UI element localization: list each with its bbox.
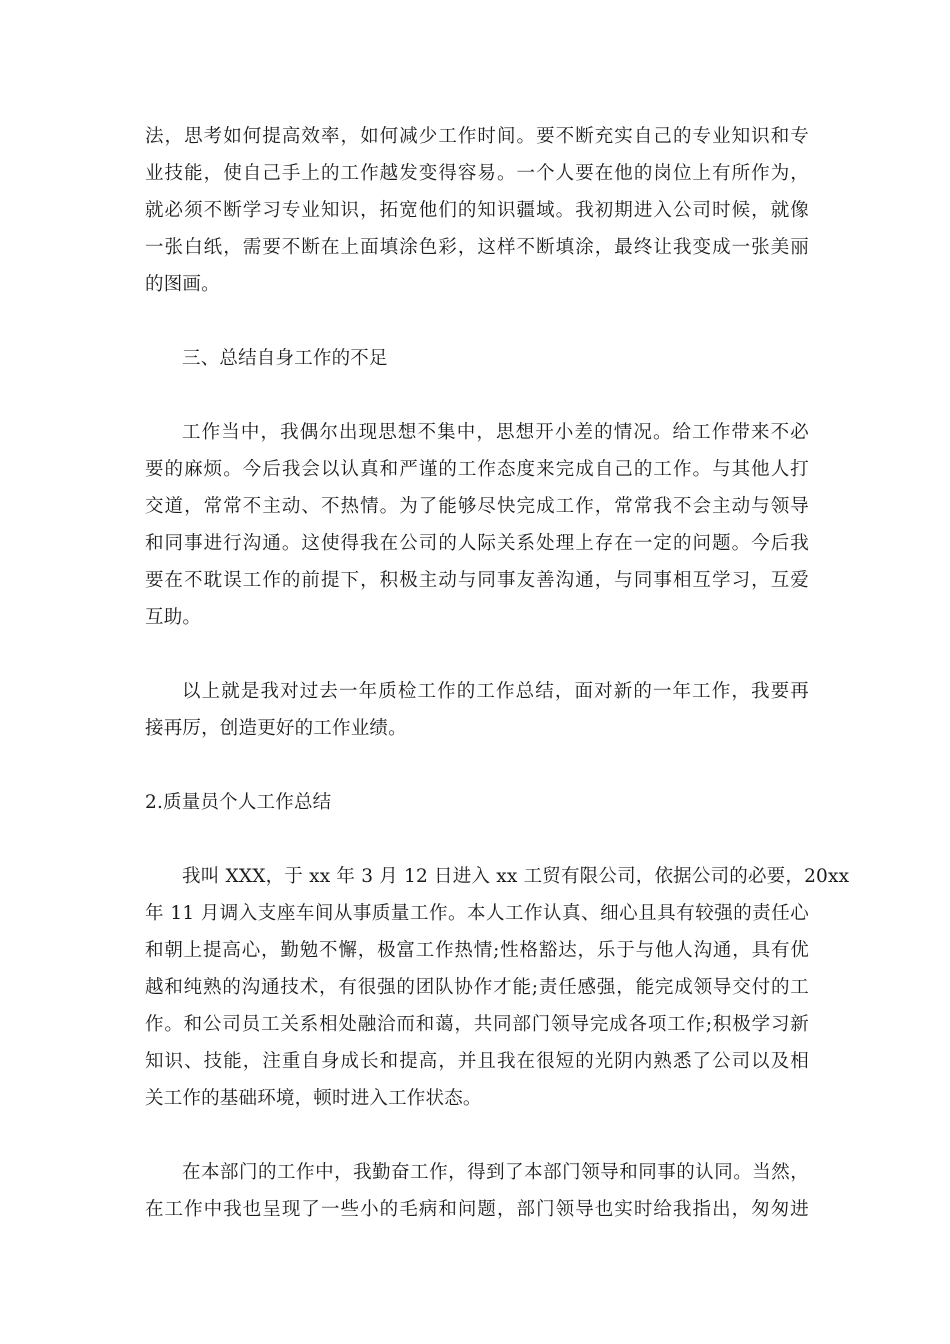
section-heading-quality-summary: 2.质量员个人工作总结 (145, 792, 332, 813)
document-page (145, 118, 850, 1228)
text-line: 要在不耽误工作的前提下，积极主动与同事友善沟通，与同事相互学习，互爱 (145, 570, 809, 591)
text-line: 以上就是我对过去一年质检工作的工作总结，面对新的一年工作，我要再 (182, 681, 809, 702)
text-line: 和同事进行沟通。这使得我在公司的人际关系处理上存在一定的问题。今后我 (145, 533, 809, 554)
paragraph-continuation (145, 118, 809, 303)
paragraph-department-work (145, 1154, 809, 1228)
text-line: 在工作中我也呈现了一些小的毛病和问题，部门领导也实时给我指出，匆匆进 (145, 1199, 809, 1220)
paragraph-shortcomings (145, 414, 809, 636)
text-line: 要的麻烦。今后我会以认真和严谨的工作态度来完成自己的工作。与其他人打 (145, 459, 809, 480)
text-line: 越和纯熟的沟通技术，有很强的团队协作才能;责任感强，能完成领导交付的工 (145, 977, 809, 998)
text-line: 在本部门的工作中，我勤奋工作，得到了本部门领导和同事的认同。当然， (182, 1162, 809, 1183)
text-line: 业技能，使自己手上的工作越发变得容易。一个人要在他的岗位上有所作为， (145, 163, 809, 184)
text-line: 法，思考如何提高效率，如何减少工作时间。要不断充实自己的专业知识和专 (145, 126, 809, 147)
text-line: 工作当中，我偶尔出现思想不集中，思想开小差的情况。给工作带来不必 (182, 422, 809, 443)
paragraph-introduction (145, 858, 850, 1117)
text-line: 接再厉，创造更好的工作业绩。 (145, 718, 407, 739)
text-line: 交道，常常不主动、不热情。为了能够尽快完成工作，常常我不会主动与领导 (145, 496, 809, 517)
text-line: 年 11 月调入支座车间从事质量工作。本人工作认真、细心且具有较强的责任心 (145, 903, 809, 924)
paragraph-conclusion (145, 673, 809, 747)
section-heading-shortcomings: 三、总结自身工作的不足 (182, 348, 388, 369)
text-line: 互助。 (145, 607, 202, 628)
text-line: 作。和公司员工关系相处融洽而和蔼，共同部门领导完成各项工作;积极学习新 (145, 1014, 809, 1035)
text-line: 一张白纸，需要不断在上面填涂色彩，这样不断填涂，最终让我变成一张美丽 (145, 237, 809, 258)
text-line: 知识、技能，注重自身成长和提高，并且我在很短的光阴内熟悉了公司以及相 (145, 1051, 809, 1072)
text-line: 和朝上提高心，勤勉不懈，极富工作热情;性格豁达，乐于与他人沟通，具有优 (145, 940, 809, 961)
text-line: 就必须不断学习专业知识，拓宽他们的知识疆域。我初期进入公司时候，就像 (145, 200, 809, 221)
text-line: 的图画。 (145, 274, 220, 295)
text-line: 我叫 XXX，于 xx 年 3 月 12 日进入 xx 工贸有限公司，依据公司的必要，20xx (182, 866, 850, 887)
text-line: 关工作的基础环境，顿时进入工作状态。 (145, 1088, 482, 1109)
